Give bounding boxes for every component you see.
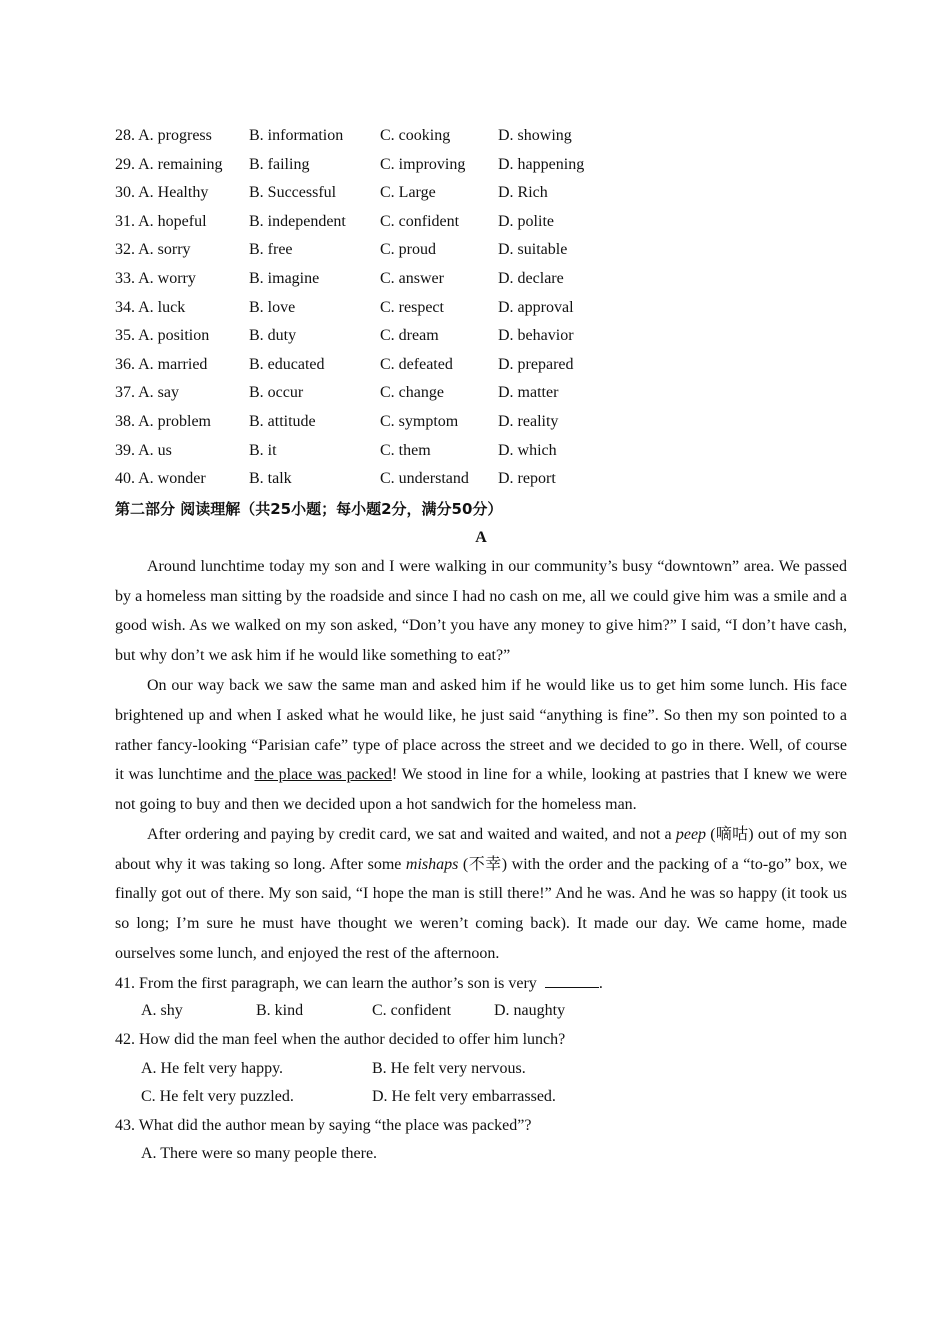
cloze-option-d: D. prepared [498,355,574,373]
cloze-option-b: B. free [249,241,293,259]
cloze-option-c: C. proud [380,241,436,259]
cloze-option-row [115,151,847,180]
passage-paragraph-1: Around lunchtime today my son and I were walking in our community’s busy “downtown” area. We passed by a homeless man sitting by the roadside and since I had no cash on me, all we could give him was a smile and a good wish. As we walked on my son asked, “Don’t you have any money to give him?” I said, “I don’t have cash, but why don’t we ask him if he would like something to eat?” [115,557,847,665]
cloze-option-c: C. improving [380,155,466,173]
cloze-option-b: B. imagine [249,269,320,287]
cloze-option-a: 38. A. problem [115,412,211,430]
cloze-option-row [115,322,847,351]
cloze-option-row [115,408,847,437]
cloze-option-b: B. information [249,127,344,144]
exam-page [115,122,847,1169]
cloze-option-c: C. change [380,384,444,402]
question-42-choices-row-2 [115,1083,847,1112]
q41-choice-b: B. kind [256,1002,304,1020]
cloze-option-d: D. showing [498,127,572,144]
cloze-option-a: 36. A. married [115,355,208,373]
question-41-choices [115,997,847,1026]
underlined-phrase: the place was packed [254,766,392,784]
cloze-option-a: 28. A. progress [115,127,212,144]
cloze-option-c: C. dream [380,327,439,345]
cloze-option-b: B. failing [249,155,310,173]
q41-choice-a: A. shy [141,1002,183,1020]
q42-choice-d: D. He felt very embarrassed. [372,1088,556,1106]
paragraph-3-text-1: After ordering and paying by credit card, we sat and waited and waited, and not a [147,825,676,843]
cloze-option-b: B. love [249,298,296,316]
cloze-option-row [115,294,847,323]
cloze-option-a: 40. A. wonder [115,470,206,488]
cloze-option-c: C. confident [380,212,460,230]
q42-choice-a: A. He felt very happy. [141,1059,284,1077]
cloze-option-c: C. cooking [380,127,451,144]
passage-paragraph-3 [115,820,847,969]
cloze-option-d: D. behavior [498,327,574,345]
cloze-option-a: 32. A. sorry [115,241,191,259]
cloze-option-d: D. approval [498,298,574,316]
cloze-option-d: D. polite [498,212,554,230]
cloze-option-d: D. report [498,470,556,488]
cloze-option-c: C. respect [380,298,444,316]
cloze-option-a: 31. A. hopeful [115,212,207,230]
question-41 [115,969,847,998]
cloze-option-c: C. Large [380,184,436,202]
cloze-option-a: 34. A. luck [115,298,186,316]
passage-title: A [475,528,487,546]
paragraph-3-text-3: (不幸) with the order and the packing of a “to-go” box, we finally got out of there. My son said, “I hope the man is still there!” And he was. And he was so happy (it took us so long; I’m sure he must have thought we weren’t coming back). It made our day. We came home, made ourselves some lunch, and enjoyed the rest of the afternoon. [115,855,847,963]
cloze-option-a: 39. A. us [115,441,172,459]
question-43-choices [115,1140,847,1169]
q41-choice-d: D. naughty [494,1002,566,1020]
question-42: 42. How did the man feel when the author decided to offer him lunch? [115,1031,566,1049]
q42-choice-b: B. He felt very nervous. [372,1059,526,1077]
cloze-option-d: D. suitable [498,241,568,259]
cloze-option-row [115,465,847,494]
cloze-option-b: B. it [249,441,277,459]
cloze-option-b: B. educated [249,355,325,373]
cloze-option-d: D. matter [498,384,559,402]
cloze-option-b: B. occur [249,384,304,402]
italic-word-mishaps: mishaps [405,855,459,873]
cloze-option-b: B. independent [249,212,346,230]
paragraph-2-text-before: On our way back we saw the same man and asked him if he would like us to get him some lunch. His face brightened up and when I asked what he would like, he just said “anything is fine”. So then my son pointed to a rather fancy-looking “Parisian cafe” type of place across the street and we decided to go in there. Well, of course it was lunchtime and [115,676,847,784]
cloze-option-b: B. talk [249,470,292,488]
cloze-option-row [115,351,847,380]
cloze-option-d: D. which [498,441,557,459]
cloze-option-row [115,122,847,151]
section-heading: 第二部分 阅读理解（共25小题；每小题2分，满分50分） [115,499,503,518]
cloze-option-a: 37. A. say [115,384,179,402]
paragraph-2-text-after: ! We stood in line for a while, looking at pastries that I knew we were not going to buy and then we decided upon a hot sandwich for the homeless man. [115,766,848,814]
cloze-option-row [115,179,847,208]
question-41-end: . [598,974,603,992]
question-42-choices-row-1 [115,1055,847,1084]
cloze-option-d: D. declare [498,269,564,287]
cloze-option-a: 35. A. position [115,327,210,345]
cloze-option-b: B. Successful [249,184,337,202]
cloze-option-b: B. attitude [249,412,316,430]
q42-choice-c: C. He felt very puzzled. [141,1088,294,1106]
cloze-option-c: C. understand [380,470,469,488]
cloze-option-c: C. them [380,441,431,459]
cloze-option-d: D. happening [498,155,585,173]
answer-blank [545,969,599,988]
cloze-option-row [115,265,847,294]
cloze-options-table [115,122,847,494]
cloze-option-row [115,379,847,408]
cloze-option-b: B. duty [249,327,297,345]
cloze-option-row [115,437,847,466]
passage-paragraph-2 [115,671,847,820]
cloze-option-row [115,208,847,237]
paragraph-3-text-2: (嘀咕) out of my son about why it was taking so long. After some [115,825,847,873]
cloze-option-c: C. symptom [380,412,459,430]
q41-choice-c: C. confident [372,1002,452,1020]
cloze-option-a: 33. A. worry [115,269,196,287]
cloze-option-a: 29. A. remaining [115,155,223,173]
cloze-option-d: D. reality [498,412,559,430]
cloze-option-d: D. Rich [498,184,548,202]
q43-choice-a: A. There were so many people there. [141,1145,378,1163]
question-41-stem: 41. From the first paragraph, we can learn the author’s son is very [115,974,537,992]
question-43: 43. What did the author mean by saying “the place was packed”? [115,1116,532,1134]
cloze-option-row [115,236,847,265]
cloze-option-c: C. answer [380,269,444,287]
cloze-option-a: 30. A. Healthy [115,184,209,202]
cloze-option-c: C. defeated [380,355,453,373]
italic-word-peep: peep [675,825,707,843]
